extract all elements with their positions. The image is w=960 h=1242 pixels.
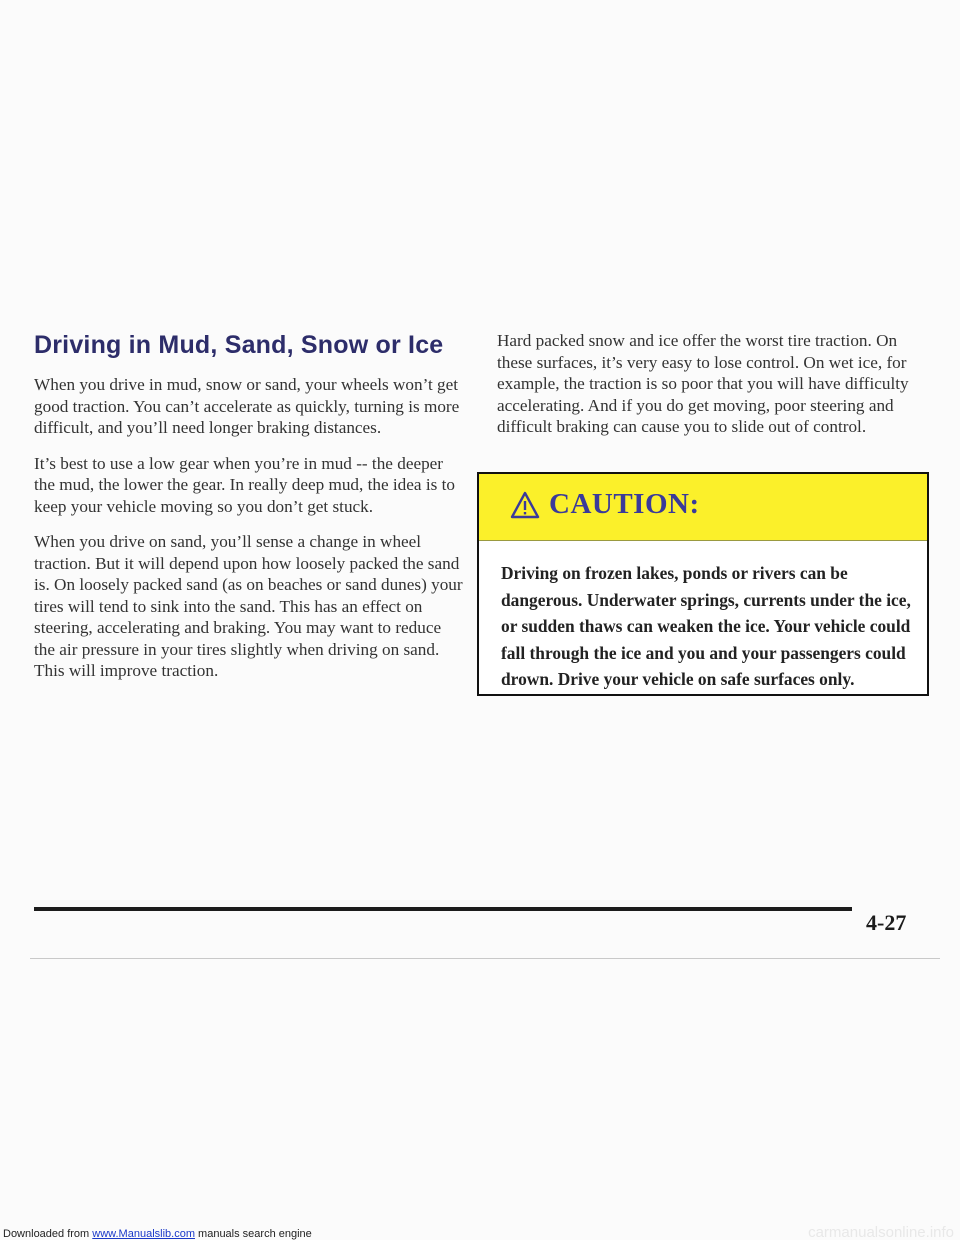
footer-rule xyxy=(34,907,852,911)
warning-triangle-icon xyxy=(510,491,540,519)
caution-text: Driving on frozen lakes, ponds or rivers can be dangerous. Underwater springs, currents under the ice, or sudden thaws can weaken the ice. Your vehicle could fall through the ice and you and your passengers could drown. Drive your vehicle on safe surfaces only. xyxy=(501,563,911,689)
paragraph-sand: When you drive on sand, you’ll sense a change in wheel traction. But it will depend upon how loosely packed the sand is. On loosely packed sand (as on beaches or sand dunes) your tires will tend to sink into the sand. This has an effect on steering, accelerating and braking. You may want to reduce the air pressure in your tires slightly when driving on sand. This will improve traction. xyxy=(34,532,463,680)
caution-box xyxy=(477,472,929,696)
left-column xyxy=(34,330,464,696)
page-number: 4-27 xyxy=(866,910,907,935)
section-title: Driving in Mud, Sand, Snow or Ice xyxy=(34,331,444,359)
download-footer xyxy=(3,1228,312,1240)
caution-header xyxy=(479,474,927,541)
footer-prefix: Downloaded from xyxy=(3,1228,93,1240)
paragraph-mud-snow-sand: When you drive in mud, snow or sand, your wheels won’t get good traction. You can’t accelerate as quickly, turning is more difficult, and you’ll need longer braking distances. xyxy=(34,375,460,437)
footer-suffix: manuals search engine xyxy=(194,1228,312,1240)
caution-label: CAUTION: xyxy=(549,488,700,520)
manualslib-link[interactable]: www.Manualslib.com xyxy=(92,1228,195,1240)
watermark-text: carmanualsonline.info xyxy=(808,1224,954,1241)
paragraph-snow-ice: Hard packed snow and ice offer the worst tire traction. On these surfaces, it’s very easy to lose control. On wet ice, for example, the traction is so poor that you will have difficulty accelerating. And if you do get moving, poor steering and difficult braking can cause you to slide out of control. xyxy=(497,331,909,436)
right-column xyxy=(497,330,933,452)
faint-rule xyxy=(30,958,940,959)
paragraph-low-gear: It’s best to use a low gear when you’re in mud -- the deeper the mud, the lower the gear. In really deep mud, the idea is to keep your vehicle moving so you don’t get stuck. xyxy=(34,453,455,516)
